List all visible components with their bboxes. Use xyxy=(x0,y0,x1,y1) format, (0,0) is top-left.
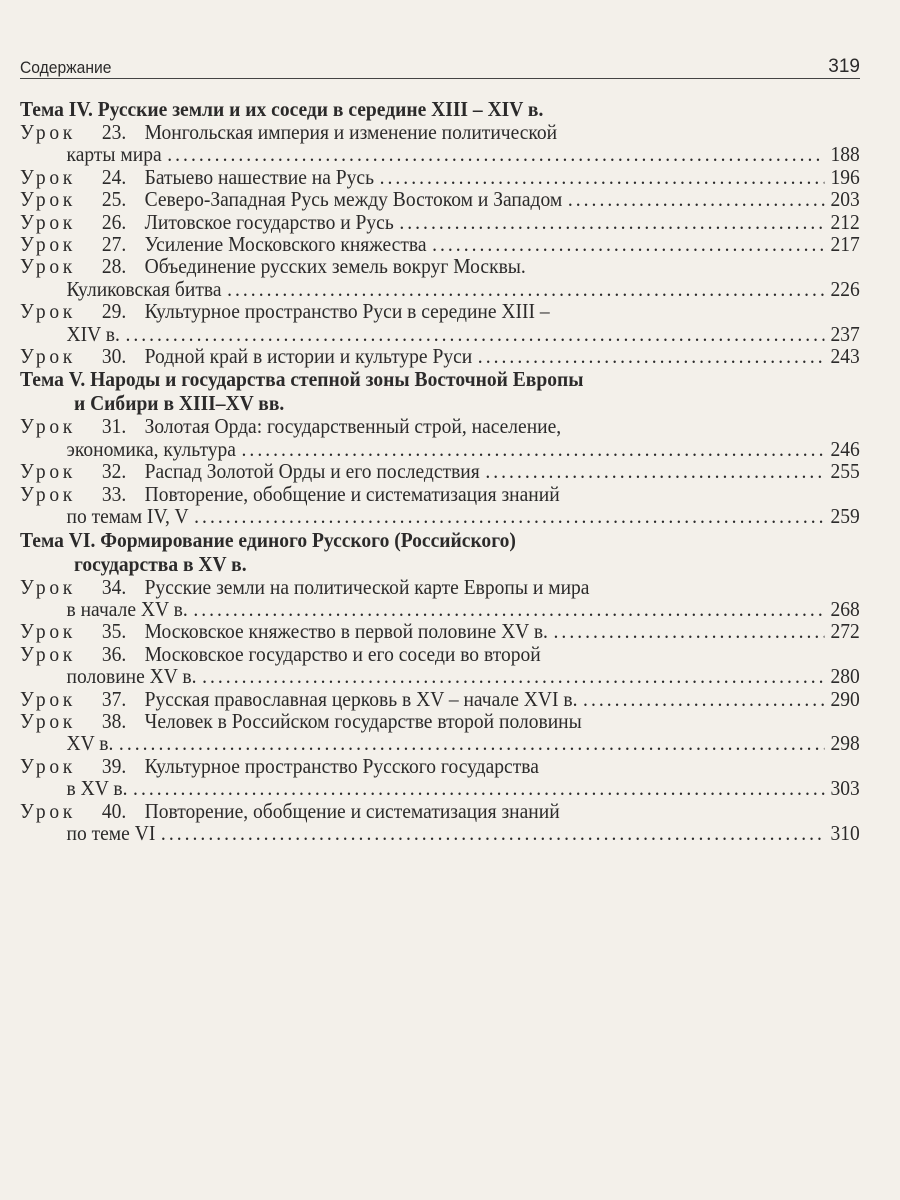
lesson-title: Культурное пространство Русского государства xyxy=(144,753,539,778)
dot-leader xyxy=(376,166,825,188)
lesson-title: в XV в. xyxy=(66,776,128,801)
lesson-line xyxy=(20,505,860,527)
lesson-page: 268 xyxy=(830,596,860,621)
lesson-page: 280 xyxy=(830,664,860,689)
lesson-title: Куликовская битва xyxy=(66,276,222,301)
dot-leader xyxy=(579,688,824,710)
dot-leader xyxy=(198,665,824,687)
lesson-number: 32. xyxy=(101,459,127,484)
lesson-line xyxy=(20,576,860,598)
lesson-label: Урок xyxy=(20,209,77,234)
running-header xyxy=(20,50,860,79)
lesson-title: Северо-Западная Русь между Востоком и Западом xyxy=(144,187,563,212)
lesson-entry xyxy=(20,800,860,845)
lesson-title: XV в. xyxy=(66,731,114,756)
lesson-line xyxy=(20,278,860,300)
lesson-entry xyxy=(20,460,860,482)
dot-leader xyxy=(115,732,824,754)
toc-section xyxy=(20,367,860,527)
topic-heading-line: Тема IV. Русские земли и их соседи в середине XIII – XIV в. xyxy=(20,97,544,121)
lesson-page: 217 xyxy=(830,232,860,257)
lesson-line xyxy=(20,688,860,710)
lesson-title: Литовское государство и Русь xyxy=(144,209,394,234)
dot-leader xyxy=(550,620,825,642)
lesson-label: Урок xyxy=(20,299,77,324)
lesson-line xyxy=(20,620,860,642)
topic-heading-line: государства в XV в. xyxy=(73,551,247,576)
lesson-title: Родной край в истории и культуре Руси xyxy=(144,344,473,369)
topic-heading-line: и Сибири в XIII–XV вв. xyxy=(73,391,285,416)
lesson-title: XIV в. xyxy=(66,321,120,346)
lesson-line xyxy=(20,755,860,777)
lesson-title: Русская православная церковь в XV – начале XVI в. xyxy=(144,686,578,711)
lesson-title: Батыево нашествие на Русь xyxy=(144,164,375,189)
lesson-page: 310 xyxy=(830,820,860,845)
lesson-number: 23. xyxy=(101,120,127,144)
lesson-title: половине XV в. xyxy=(66,664,197,689)
lesson-entry xyxy=(20,166,860,188)
topic-heading xyxy=(20,97,860,121)
dot-leader xyxy=(122,323,825,345)
lesson-page: 246 xyxy=(830,436,860,461)
lesson-number: 26. xyxy=(101,209,127,234)
lesson-title: Усиление Московского княжества xyxy=(144,232,427,257)
lesson-title: в начале XV в. xyxy=(66,596,188,621)
lesson-label: Урок xyxy=(20,344,77,369)
dot-leader xyxy=(223,278,824,300)
lesson-label: Урок xyxy=(20,753,77,778)
lesson-line xyxy=(20,800,860,822)
lesson-title: Московское княжество в первой половине XV в. xyxy=(144,619,548,644)
lesson-label: Урок xyxy=(20,686,77,711)
lesson-entry xyxy=(20,688,860,710)
lesson-page: 196 xyxy=(830,164,860,189)
toc-section xyxy=(20,97,860,367)
lesson-line xyxy=(20,415,860,437)
lesson-line xyxy=(20,323,860,345)
dot-leader xyxy=(428,233,824,255)
lesson-entry xyxy=(20,415,860,460)
lesson-label: Урок xyxy=(20,641,77,666)
lesson-title: Культурное пространство Руси в середине XIII – xyxy=(144,299,550,324)
dot-leader xyxy=(396,211,825,233)
topic-heading xyxy=(20,528,860,576)
lesson-label: Урок xyxy=(20,708,77,733)
lesson-label: Урок xyxy=(20,574,77,599)
lesson-line xyxy=(20,777,860,799)
lesson-page: 212 xyxy=(830,209,860,234)
lesson-line xyxy=(20,665,860,687)
lesson-page: 290 xyxy=(830,686,860,711)
lesson-label: Урок xyxy=(20,414,77,439)
lesson-line xyxy=(20,483,860,505)
lesson-number: 40. xyxy=(101,798,127,823)
lesson-entry xyxy=(20,483,860,528)
dot-leader xyxy=(164,143,825,165)
lesson-page: 298 xyxy=(830,731,860,756)
lesson-number: 37. xyxy=(101,686,127,711)
lesson-label: Урок xyxy=(20,619,77,644)
table-of-contents xyxy=(20,97,860,844)
lesson-line xyxy=(20,255,860,277)
lesson-line xyxy=(20,598,860,620)
lesson-page: 226 xyxy=(830,276,860,301)
lesson-entry xyxy=(20,620,860,642)
lesson-page: 255 xyxy=(830,459,860,484)
lesson-title: по теме VI xyxy=(66,820,156,845)
running-header-title: Содержание xyxy=(20,58,112,77)
lesson-number: 29. xyxy=(101,299,127,324)
lesson-title: Распад Золотой Орды и его последствия xyxy=(144,459,480,484)
dot-leader xyxy=(129,777,824,799)
topic-heading-line: Тема V. Народы и государства степной зоны Восточной Европы xyxy=(20,367,584,392)
lesson-page: 272 xyxy=(830,619,860,644)
lesson-label: Урок xyxy=(20,481,77,506)
lesson-line xyxy=(20,438,860,460)
lesson-page: 303 xyxy=(830,776,860,801)
lesson-line xyxy=(20,345,860,367)
lesson-title: Человек в Российском государстве второй половины xyxy=(144,708,582,733)
lesson-title: карты мира xyxy=(66,142,162,167)
lesson-line xyxy=(20,233,860,255)
lesson-page: 188 xyxy=(830,142,860,167)
lesson-label: Урок xyxy=(20,187,77,212)
lesson-number: 33. xyxy=(101,481,127,506)
topic-heading-line: Тема VI. Формирование единого Русского (Российского) xyxy=(20,527,516,552)
lesson-line xyxy=(20,211,860,233)
lesson-number: 39. xyxy=(101,753,127,778)
lesson-number: 35. xyxy=(101,619,127,644)
page-number: 319 xyxy=(828,56,860,77)
dot-leader xyxy=(190,505,824,527)
lesson-label: Урок xyxy=(20,798,77,823)
dot-leader xyxy=(482,460,825,482)
lesson-title: Московское государство и его соседи во второй xyxy=(144,641,541,666)
lesson-number: 31. xyxy=(101,414,127,439)
lesson-number: 38. xyxy=(101,708,127,733)
lesson-page: 203 xyxy=(830,187,860,212)
lesson-line xyxy=(20,300,860,322)
lesson-line xyxy=(20,143,860,165)
lesson-number: 24. xyxy=(101,164,127,189)
lesson-line xyxy=(20,166,860,188)
lesson-entry xyxy=(20,233,860,255)
lesson-line xyxy=(20,121,860,143)
lesson-line xyxy=(20,643,860,665)
lesson-number: 34. xyxy=(101,574,127,599)
toc-section xyxy=(20,528,860,845)
lesson-line xyxy=(20,460,860,482)
lesson-title: Объединение русских земель вокруг Москвы. xyxy=(144,254,526,279)
lesson-line xyxy=(20,732,860,754)
lesson-title: экономика, культура xyxy=(66,436,236,461)
dot-leader xyxy=(564,188,824,210)
lesson-entry xyxy=(20,188,860,210)
lesson-entry xyxy=(20,211,860,233)
dot-leader xyxy=(190,598,825,620)
lesson-label: Урок xyxy=(20,254,77,279)
lesson-title: Русские земли на политической карте Европы и мира xyxy=(144,574,590,599)
lesson-title: Повторение, обобщение и систематизация знаний xyxy=(144,481,560,506)
lesson-entry xyxy=(20,300,860,345)
lesson-number: 25. xyxy=(101,187,127,212)
lesson-title: Монгольская империя и изменение политической xyxy=(144,120,558,144)
dot-leader xyxy=(474,345,824,367)
lesson-page: 237 xyxy=(830,321,860,346)
lesson-label: Урок xyxy=(20,120,77,144)
book-page xyxy=(20,50,860,844)
lesson-label: Урок xyxy=(20,232,77,257)
lesson-line xyxy=(20,710,860,732)
dot-leader xyxy=(157,822,824,844)
lesson-entry xyxy=(20,755,860,800)
lesson-label: Урок xyxy=(20,459,77,484)
lesson-entry xyxy=(20,121,860,166)
lesson-title: Золотая Орда: государственный строй, население, xyxy=(144,414,562,439)
lesson-entry xyxy=(20,710,860,755)
lesson-number: 28. xyxy=(101,254,127,279)
lesson-page: 259 xyxy=(830,504,860,529)
lesson-title: Повторение, обобщение и систематизация знаний xyxy=(144,798,560,823)
lesson-entry xyxy=(20,345,860,367)
topic-heading xyxy=(20,367,860,415)
lesson-label: Урок xyxy=(20,164,77,189)
lesson-number: 30. xyxy=(101,344,127,369)
lesson-number: 36. xyxy=(101,641,127,666)
lesson-entry xyxy=(20,643,860,688)
dot-leader xyxy=(238,438,825,460)
lesson-line xyxy=(20,188,860,210)
lesson-entry xyxy=(20,576,860,621)
lesson-entry xyxy=(20,255,860,300)
lesson-page: 243 xyxy=(830,344,860,369)
lesson-number: 27. xyxy=(101,232,127,257)
lesson-line xyxy=(20,822,860,844)
lesson-title: по темам IV, V xyxy=(66,504,189,529)
